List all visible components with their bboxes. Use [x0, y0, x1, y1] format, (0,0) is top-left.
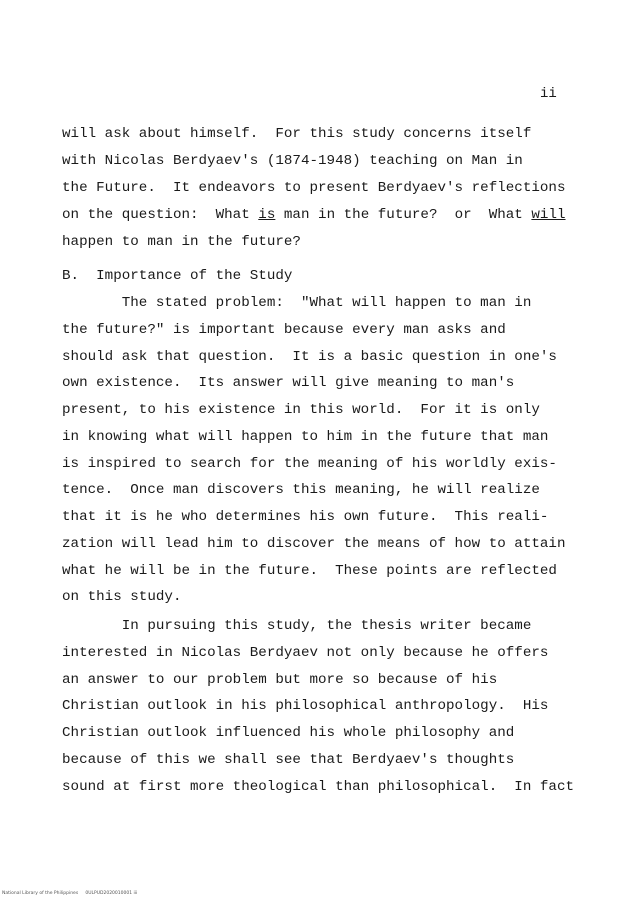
section-heading: B. Importance of the Study: [62, 268, 293, 284]
text-line: The stated problem: "What will happen to man in: [62, 295, 532, 311]
text-line: in knowing what will happen to him in the future that man: [62, 429, 549, 445]
text-line: will ask about himself. For this study concerns itself: [62, 126, 532, 142]
text-line: own existence. Its answer will give meaning to man's: [62, 375, 515, 391]
text-line: an answer to our problem but more so because of his: [62, 672, 498, 688]
text-line: on the question: What is man in the future? or What will: [62, 207, 566, 223]
underlined-word: will: [531, 207, 566, 223]
text-line: should ask that question. It is a basic question in one's: [62, 349, 557, 365]
text-line: zation will lead him to discover the means of how to attain: [62, 536, 566, 552]
text-line: interested in Nicolas Berdyaev not only because he offers: [62, 645, 549, 661]
page-number: ii: [540, 86, 557, 102]
text-line: on this study.: [62, 589, 182, 605]
text-line: that it is he who determines his own future. This reali-: [62, 509, 549, 525]
text-line: because of this we shall see that Berdyaev's thoughts: [62, 752, 515, 768]
text-line: Christian outlook in his philosophical anthropology. His: [62, 698, 549, 714]
text-line: sound at first more theological than philosophical. In fact: [62, 779, 575, 795]
text-line: Christian outlook influenced his whole philosophy and: [62, 725, 515, 741]
text-line: happen to man in the future?: [62, 234, 301, 250]
text-line: the future?" is important because every man asks and: [62, 322, 506, 338]
text-line: tence. Once man discovers this meaning, he will realize: [62, 482, 540, 498]
text-line: In pursuing this study, the thesis writer became: [62, 618, 532, 634]
underlined-word: is: [258, 207, 276, 223]
scan-footer: National Library of the Philippines 0ULPUD2020010001 iii: [2, 891, 138, 896]
text-line: the Future. It endeavors to present Berdyaev's reflections: [62, 180, 566, 196]
text-line: with Nicolas Berdyaev's (1874-1948) teaching on Man in: [62, 153, 523, 169]
text-line: what he will be in the future. These points are reflected: [62, 563, 557, 579]
text-line: present, to his existence in this world. For it is only: [62, 402, 540, 418]
text-line: is inspired to search for the meaning of his worldly exis-: [62, 456, 557, 472]
